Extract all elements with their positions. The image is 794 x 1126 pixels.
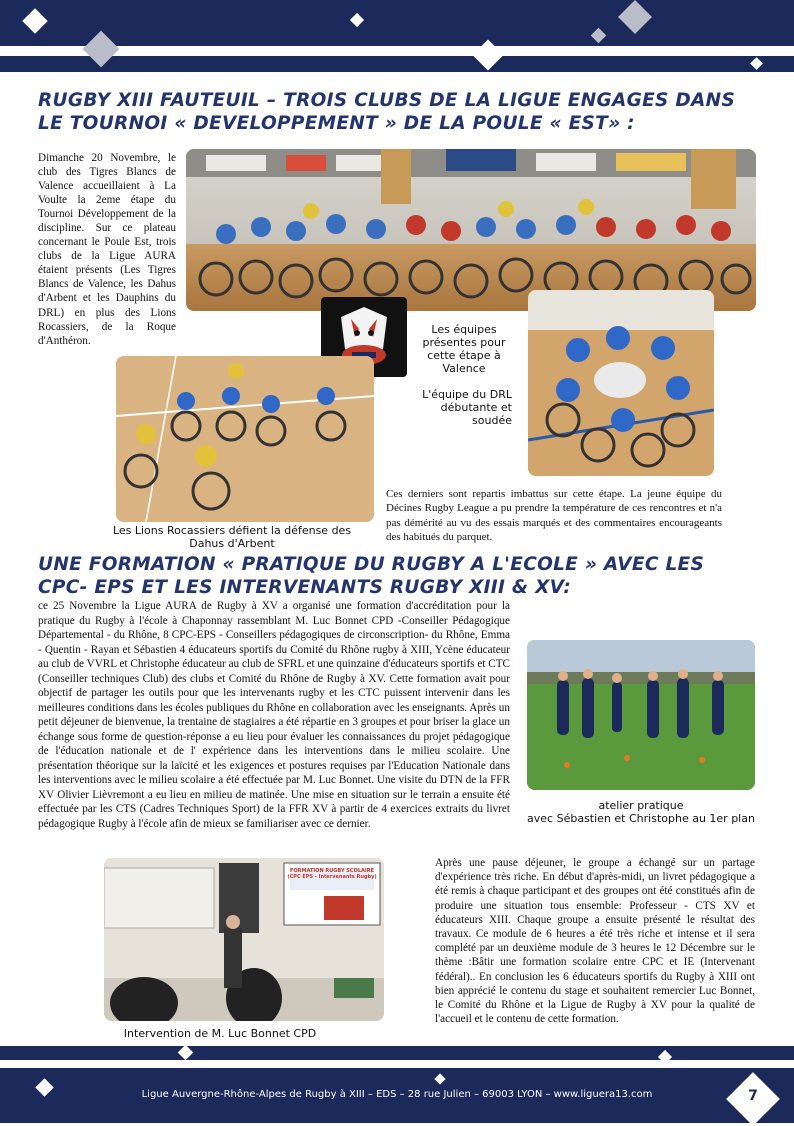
article2-title-line1: UNE FORMATION « PRATIQUE DU RUGBY A L'ECOLE » AVEC LES — [38, 554, 705, 575]
article2-paragraph1: ce 25 Novembre la Ligue AURA de Rugby à XV a organisé une formation d'accréditation pour la pratique du Rugby à l'école à Chaponnay rassemblant M. Luc Bonnet CPD -Conseiller Pédagogique Départemental - du Rhône, 8 CPC-EPS - Conseillers pédagogiques de circonscription- du Rhône, Emma - Quentin - Rayan et Sébastien 4 éducateurs sportifs du Comité du Rhône rugby à XIII, Ycène éducateur au club de VVRL et Christophe éducateur au club de SFRL et une quinzaine d'éducateurs sportifs et CTC (Conseiller techniques Club) des clubs et Comité du Rhône de Rugby à XV. Cette formation avait pour objectif de partager les outils pour que les intervenants rugby et les CTC puissent intervenir dans les meilleures conditions dans les écoles publiques du Rhône en collaboration avec les enseignants. Après un petit déjeuner de bienvenue, la trentaine de stagiaires a été répartie en 3 groupes et pour briser la glace un échange sous forme de question-réponse a eu lieu pour évaluer les connaissances du projet pédagogique de l'éducation nationale et de l' expérience dans les interventions dans le milieu scolaire. Une présentation théorique sur la laïcité et les exigences et postures requises par l'Education Nationale dans les interventions avec le milieu scolaire a été effectuée par M. Luc Bonnet. Une visite du DTN de la FFR XV Olivier Lièvremont a eu lieu en milieu de matinée. Une mise en situation sur le terrain a ensuite été effectuée par les CTS (Cadres Techniques Sport) de la FFR XV à partir de 4 exercices extraits du livret pédagogique Rugby à l'école afin de mieux se familiariser avec ce dernier. — [38, 600, 510, 830]
article2-paragraph2: Après une pause déjeuner, le groupe a échangé sur un partage d'expérience très riche. En début d'après-midi, un livret pédagogique a été remis à chaque participant et des groupes ont été constitués afin de produire une situation tous ensemble: Professeur - CTS XV et éducateurs XIII. Chaque groupe a ensuite présenté le résultat des travaux. Ce module de 6 heures a été très riche et intense et il sera complété par un deuxième module de 3 heures le 12 Décembre sur le thème :Bâtir une formation scolaire entre CPC et IE (Intervenant fédéral).. En conclusion les 6 éducateurs sportifs du Rugby à XIII ont bien apprécié le contenu du stage et souhaitent remercier Luc Bonnet, le Comité du Rhône et la Ligue de Rugby à XV pour la qualité de l'accueil et le contenu de cette formation. — [435, 857, 755, 1026]
article1-title — [38, 89, 768, 135]
footer-address: Ligue Auvergne-Rhône-Alpes de Rugby à XIII – EDS – 28 rue Julien – 69003 LYON – www.liguera13.com — [141, 1089, 653, 1100]
drl-huddle-photo — [528, 290, 714, 476]
caption-teams-line3: cette étape à — [427, 349, 501, 362]
caption-drl-line3: soudée — [472, 414, 512, 427]
caption-drl-line1: L'équipe du DRL — [422, 388, 512, 401]
header-band — [0, 0, 794, 46]
lions-match-photo — [116, 356, 374, 522]
caption-lions-line2: Dahus d'Arbent — [189, 537, 275, 550]
team-photo — [186, 149, 756, 311]
caption-intervention: Intervention de M. Luc Bonnet CPD — [123, 1027, 317, 1040]
page-number: 7 — [748, 1088, 758, 1104]
caption-atelier — [527, 799, 755, 825]
caption-lions-line1: Les Lions Rocassiers défient la défense des — [112, 524, 352, 537]
header-stripe — [0, 56, 794, 72]
caption-drl — [408, 388, 512, 427]
caption-teams-line4: Valence — [442, 362, 486, 375]
screen-title-line1: FORMATION RUGBY SCOLAIRE — [289, 868, 375, 874]
article1-title-line1: RUGBY XIII FAUTEUIL – TROIS CLUBS DE LA LIGUE ENGAGES DANS — [38, 90, 736, 111]
caption-teams — [408, 323, 520, 375]
screen-title — [284, 868, 380, 880]
screen-title-line2: (CPC EPS - Intervenants Rugby) — [287, 874, 377, 880]
article1-conclusion: Ces derniers sont repartis imbattus sur cette étape. La jeune équipe du Décines Rugby League a pu prendre la température de ces rencontres et n'a pas démérité au vu des essais marqués et des commentaires encourageants des habitués du parquet. — [386, 488, 722, 544]
atelier-photo — [527, 640, 755, 790]
article1-intro: Dimanche 20 Novembre, le club des Tigres Blancs de Valence accueillaient à La Voulte la 2eme étape du Tournoi Développement de la discipline. Sur ce plateau concernant le Poule Est, trois clubs de la Ligue AURA étaient présents (Les Tigres Blancs de Valence, les Dahus d'Arbent et les Dauphins du DRL) en plus des Lions Rocassiers, de la Roque d'Anthéron. — [38, 152, 176, 347]
article2-title — [38, 553, 768, 599]
caption-teams-line2: présentes pour — [422, 336, 506, 349]
footer-stripe — [0, 1046, 794, 1060]
caption-lions — [110, 524, 354, 550]
caption-atelier-line2: avec Sébastien et Christophe au 1er plan — [527, 812, 755, 825]
caption-teams-line1: Les équipes — [431, 323, 497, 336]
caption-atelier-line1: atelier pratique — [598, 799, 684, 812]
intervention-photo — [104, 858, 384, 1021]
caption-drl-line2: débutante et — [440, 401, 512, 414]
article1-title-line2: LE TOURNOI « DEVELOPPEMENT » DE LA POULE « EST» : — [38, 113, 635, 134]
article2-title-line2: CPC- EPS ET LES INTERVENANTS RUGBY XIII & XV: — [38, 577, 572, 598]
